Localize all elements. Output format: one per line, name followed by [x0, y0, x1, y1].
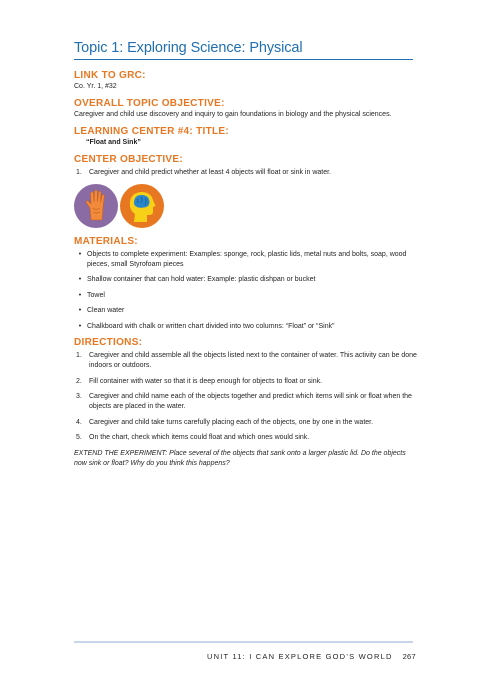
head-brain-icon: [120, 184, 164, 228]
extend-experiment-text: EXTEND THE EXPERIMENT: Place several of the objects that sank onto a larger plastic lid. Do the objects now sink or float? Why do you think this happens?: [74, 449, 406, 467]
title-divider: [74, 59, 413, 60]
icon-row: [74, 184, 419, 228]
list-item: [74, 168, 419, 178]
hand-icon: [74, 184, 118, 228]
item-text: Fill container with water so that it is deep enough for objects to float or sink.: [89, 377, 323, 385]
item-number: 1.: [76, 169, 82, 176]
list-item: [74, 306, 419, 316]
item-text: Caregiver and child take turns carefully placing each of the objects, one by one in the water.: [89, 418, 374, 426]
learning-center-title: “Float and Sink”: [86, 139, 141, 146]
footer-unit-title: UNIT 11: I CAN EXPLORE GOD’S WORLD: [207, 652, 393, 661]
page-number: 267: [402, 652, 416, 661]
bullet: •: [78, 307, 82, 314]
center-objective-heading: CENTER OBJECTIVE:: [74, 154, 184, 165]
item-number: 4.: [76, 418, 82, 426]
list-item: [74, 377, 419, 387]
list-item: [74, 291, 419, 301]
objective-text: Caregiver and child use discovery and inquiry to gain foundations in biology and the physical sciences.: [74, 111, 392, 118]
topic-title: Topic 1: Exploring Science: Physical: [74, 40, 303, 56]
list-item: [74, 322, 419, 332]
list-item: [74, 351, 419, 371]
objective-heading: OVERALL TOPIC OBJECTIVE:: [74, 98, 225, 109]
directions-list: [74, 351, 419, 443]
link-text: Co. Yr. 1, #32: [74, 83, 117, 90]
content: [74, 70, 419, 469]
materials-heading: MATERIALS:: [74, 235, 138, 247]
list-item: [74, 433, 419, 443]
item-text: Caregiver and child assemble all the objects listed next to the container of water. This activity can be done indoors or outdoors.: [89, 352, 417, 369]
item-number: 3.: [76, 393, 82, 400]
item-text: Shallow container that can hold water: Example: plastic dishpan or bucket: [87, 276, 316, 283]
bullet: •: [78, 322, 82, 330]
item-text: On the chart, check which items could float and which ones would sink.: [89, 434, 310, 441]
item-number: 1.: [76, 352, 82, 359]
item-number: 5.: [76, 434, 82, 441]
footer-divider: [74, 641, 413, 643]
item-text: Objects to complete experiment: Examples: sponge, rock, plastic lids, metal nuts and bolts, soap, wood pieces, small Styrofoam pieces: [87, 250, 407, 268]
page-footer: [196, 652, 416, 661]
bullet: •: [78, 291, 82, 299]
directions-heading: DIRECTIONS:: [74, 337, 143, 348]
list-item: [74, 392, 419, 412]
item-text: Towel: [87, 291, 105, 299]
list-item: [74, 418, 419, 428]
bullet: •: [78, 250, 82, 258]
item-text: Clean water: [87, 307, 125, 314]
item-text: Caregiver and child predict whether at least 4 objects will float or sink in water.: [89, 169, 332, 176]
center-objective-list: [74, 168, 419, 178]
list-item: [74, 250, 419, 270]
list-item: [74, 275, 419, 285]
item-text: Caregiver and child name each of the objects together and predict which items will sink or float when the objects are placed in the water.: [89, 393, 412, 410]
learning-center-heading: LEARNING CENTER #4: TITLE:: [74, 126, 230, 137]
item-text: Chalkboard with chalk or written chart divided into two columns: “Float” or “Sink”: [87, 322, 335, 330]
item-number: 2.: [76, 377, 82, 385]
bullet: •: [78, 276, 82, 283]
materials-list: [74, 250, 419, 332]
link-heading: LINK TO GRC:: [74, 70, 146, 81]
